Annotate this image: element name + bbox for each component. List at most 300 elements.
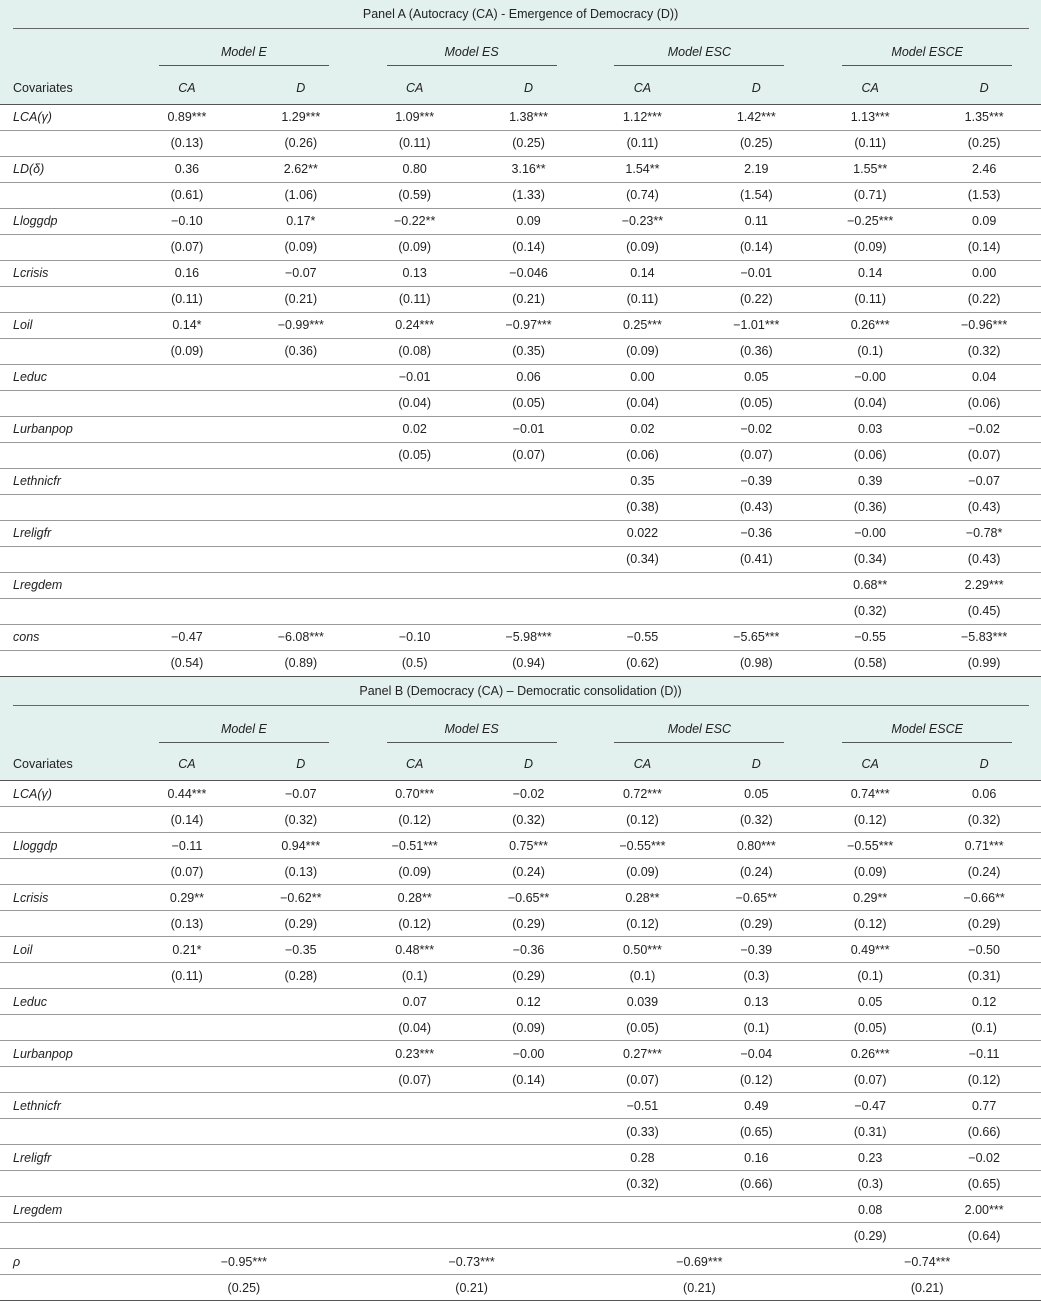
coefficient-cell: 0.25*** [586,312,700,338]
coefficient-cell: 0.12 [472,989,586,1015]
standard-error-cell: (0.11) [358,130,472,156]
standard-error-cell: (0.62) [586,650,700,676]
coefficient-cell [244,989,358,1015]
standard-error-cell [244,390,358,416]
coefficient-cell: 0.28** [586,885,700,911]
coefficient-cell: 0.29** [813,885,927,911]
standard-error-cell: (0.14) [130,807,244,833]
standard-error-cell: (0.14) [927,234,1041,260]
standard-error-cell: (0.28) [244,963,358,989]
standard-error-cell: (1.33) [472,182,586,208]
standard-error-cell: (0.29) [927,911,1041,937]
coefficient-cell: 0.80*** [699,833,813,859]
covariate-name: Leduc [0,989,130,1015]
coefficient-cell: −0.10 [130,208,244,234]
coefficient-cell: 0.28** [358,885,472,911]
standard-error-cell: (0.32) [472,807,586,833]
coefficient-cell: 0.50*** [586,937,700,963]
coefficient-cell [130,1093,244,1119]
coefficient-cell [244,1093,358,1119]
standard-error-cell: (0.05) [699,390,813,416]
coefficient-cell: −0.50 [927,937,1041,963]
standard-error-cell: (0.09) [813,859,927,885]
model-header: Model ES [387,45,557,66]
coefficient-cell: 0.13 [358,260,472,286]
standard-error-cell: (0.14) [472,234,586,260]
model-header: Model ESCE [842,722,1012,743]
coefficient-cell: −0.25*** [813,208,927,234]
coef-row [0,885,1041,911]
coefficient-cell: 1.54** [586,156,700,182]
standard-error-cell: (0.09) [586,234,700,260]
column-header: CA [813,749,927,781]
standard-error-cell: (0.05) [358,442,472,468]
standard-error-cell: (0.29) [699,911,813,937]
standard-error-cell: (0.09) [130,338,244,364]
coefficient-cell: −0.66** [927,885,1041,911]
coefficient-cell [130,1145,244,1171]
coefficient-cell: −0.55*** [586,833,700,859]
standard-error-cell: (0.26) [244,130,358,156]
coefficient-cell: −0.97*** [472,312,586,338]
coefficient-cell: −0.78* [927,520,1041,546]
coefficient-cell: −1.01*** [699,312,813,338]
se-row [0,390,1041,416]
coefficient-cell: 0.00 [927,260,1041,286]
coef-row [0,624,1041,650]
standard-error-cell [586,598,700,624]
standard-error-cell: (0.11) [130,963,244,989]
coefficient-cell: 1.42*** [699,104,813,130]
standard-error-cell: (0.05) [586,1015,700,1041]
covariate-name: Lreligfr [0,520,130,546]
coefficient-cell: 0.08 [813,1197,927,1223]
coefficient-cell [358,520,472,546]
coefficient-cell: 0.23*** [358,1041,472,1067]
standard-error-cell [472,546,586,572]
model-header: Model E [159,45,329,66]
rho-standard-error: (0.21) [813,1275,1041,1301]
standard-error-cell: (0.32) [244,807,358,833]
se-row [0,650,1041,676]
standard-error-cell: (0.07) [472,442,586,468]
coefficient-cell [130,468,244,494]
se-row [0,807,1041,833]
coefficient-cell: 1.55** [813,156,927,182]
standard-error-cell: (0.38) [586,494,700,520]
rho-name: ρ [0,1249,130,1275]
standard-error-cell: (0.99) [927,650,1041,676]
standard-error-cell: (0.36) [813,494,927,520]
coefficient-cell: 0.94*** [244,833,358,859]
coef-row [0,1041,1041,1067]
coefficient-cell [130,1041,244,1067]
coefficient-cell: −0.55*** [813,833,927,859]
covariate-name: Lloggdp [0,833,130,859]
covariate-name: Loil [0,937,130,963]
standard-error-cell: (0.13) [130,911,244,937]
standard-error-cell: (0.14) [472,1067,586,1093]
standard-error-cell: (0.66) [927,1119,1041,1145]
standard-error-cell: (0.12) [358,911,472,937]
coefficient-cell: 0.72*** [586,781,700,807]
se-row [0,1171,1041,1197]
standard-error-cell [586,1223,700,1249]
coefficient-cell: 0.14 [586,260,700,286]
standard-error-cell: (0.89) [244,650,358,676]
coefficient-cell: 1.38*** [472,104,586,130]
coefficient-cell [472,468,586,494]
coefficient-cell: −0.02 [472,781,586,807]
standard-error-cell: (0.61) [130,182,244,208]
coefficient-cell [358,1197,472,1223]
coefficient-cell: −0.36 [472,937,586,963]
coefficient-cell [699,572,813,598]
coefficient-cell [472,1145,586,1171]
coefficient-cell: −0.96*** [927,312,1041,338]
coefficient-cell: 0.09 [927,208,1041,234]
standard-error-cell: (0.05) [472,390,586,416]
standard-error-cell: (0.24) [472,859,586,885]
coefficient-cell: 0.07 [358,989,472,1015]
standard-error-cell: (0.54) [130,650,244,676]
standard-error-cell: (0.07) [699,442,813,468]
covariate-name: LCA(γ) [0,781,130,807]
standard-error-cell: (0.12) [813,807,927,833]
coefficient-cell: −0.65** [472,885,586,911]
standard-error-cell [244,1015,358,1041]
standard-error-cell [358,1223,472,1249]
coefficient-cell: 0.04 [927,364,1041,390]
standard-error-cell: (0.34) [813,546,927,572]
standard-error-cell: (0.45) [927,598,1041,624]
coefficient-cell: 0.23 [813,1145,927,1171]
coef-row [0,572,1041,598]
column-header: D [472,72,586,104]
coefficient-cell: −0.11 [927,1041,1041,1067]
coefficient-cell: −0.22** [358,208,472,234]
covariate-name: Lregdem [0,572,130,598]
standard-error-cell [472,598,586,624]
coefficient-cell: 1.29*** [244,104,358,130]
standard-error-cell: (0.94) [472,650,586,676]
coefficient-cell: 2.19 [699,156,813,182]
covariate-name: Lethnicfr [0,468,130,494]
coefficient-cell: −5.98*** [472,624,586,650]
coefficient-cell: −0.046 [472,260,586,286]
coef-row [0,989,1041,1015]
covariates-header: Covariates [0,72,130,104]
coefficient-cell: −0.11 [130,833,244,859]
covariate-name: LCA(γ) [0,104,130,130]
standard-error-cell: (0.22) [699,286,813,312]
standard-error-cell: (0.12) [586,807,700,833]
coefficient-cell: 0.27*** [586,1041,700,1067]
standard-error-cell [699,598,813,624]
column-header: CA [358,72,472,104]
coefficient-cell: 0.77 [927,1093,1041,1119]
column-header: D [927,72,1041,104]
coefficient-cell: −0.65** [699,885,813,911]
standard-error-cell: (1.54) [699,182,813,208]
standard-error-cell [358,494,472,520]
coefficient-cell [472,520,586,546]
coefficient-cell: −0.07 [927,468,1041,494]
column-header: D [244,72,358,104]
covariate-name: Lloggdp [0,208,130,234]
coefficient-cell: 0.14* [130,312,244,338]
standard-error-cell: (0.06) [927,390,1041,416]
standard-error-cell: (0.36) [699,338,813,364]
standard-error-cell: (1.53) [927,182,1041,208]
standard-error-cell: (0.32) [927,807,1041,833]
standard-error-cell [472,494,586,520]
coefficient-cell: 0.022 [586,520,700,546]
rho-standard-error: (0.21) [586,1275,814,1301]
standard-error-cell: (0.07) [813,1067,927,1093]
coefficient-cell: −5.83*** [927,624,1041,650]
se-row [0,598,1041,624]
coefficient-cell: −0.39 [699,468,813,494]
coefficient-cell: 0.05 [813,989,927,1015]
standard-error-cell [130,1171,244,1197]
standard-error-cell: (0.11) [586,286,700,312]
coefficient-cell: 0.35 [586,468,700,494]
coefficient-cell: 0.03 [813,416,927,442]
standard-error-cell: (0.09) [358,859,472,885]
standard-error-cell: (0.65) [699,1119,813,1145]
standard-error-cell: (0.98) [699,650,813,676]
coef-row [0,416,1041,442]
coefficient-cell [244,416,358,442]
standard-error-cell: (0.11) [130,286,244,312]
coef-row [0,1145,1041,1171]
standard-error-cell [244,598,358,624]
standard-error-cell: (0.06) [813,442,927,468]
standard-error-cell [130,1119,244,1145]
standard-error-cell: (1.06) [244,182,358,208]
coefficient-cell: −0.47 [813,1093,927,1119]
coef-row [0,208,1041,234]
coefficient-cell: 0.24*** [358,312,472,338]
coefficient-cell: 2.00*** [927,1197,1041,1223]
standard-error-cell [244,494,358,520]
standard-error-cell: (0.09) [358,234,472,260]
coef-row [0,520,1041,546]
coefficient-cell: 0.05 [699,781,813,807]
standard-error-cell: (0.07) [927,442,1041,468]
model-header: Model ESCE [842,45,1012,66]
model-header: Model ESC [614,45,784,66]
rho-row [0,1249,1041,1275]
standard-error-cell [699,1223,813,1249]
standard-error-cell: (0.21) [472,286,586,312]
coefficient-cell: −0.39 [699,937,813,963]
covariate-name: cons [0,624,130,650]
coefficient-cell: −5.65*** [699,624,813,650]
coefficient-cell: 0.80 [358,156,472,182]
coef-row [0,312,1041,338]
standard-error-cell: (0.41) [699,546,813,572]
coefficient-cell: 0.26*** [813,312,927,338]
coefficient-cell [244,364,358,390]
standard-error-cell: (0.43) [699,494,813,520]
standard-error-cell: (0.1) [813,963,927,989]
standard-error-cell [244,1067,358,1093]
coefficient-cell: 0.11 [699,208,813,234]
standard-error-cell: (0.3) [699,963,813,989]
standard-error-cell: (0.11) [358,286,472,312]
coefficient-cell [130,364,244,390]
standard-error-cell: (0.09) [244,234,358,260]
coefficient-cell: −0.10 [358,624,472,650]
standard-error-cell: (0.35) [472,338,586,364]
standard-error-cell: (0.59) [358,182,472,208]
standard-error-cell: (0.43) [927,546,1041,572]
standard-error-cell: (0.29) [813,1223,927,1249]
se-row [0,130,1041,156]
standard-error-cell: (0.08) [358,338,472,364]
model-header: Model ESC [614,722,784,743]
coefficient-cell: −0.01 [358,364,472,390]
se-row [0,338,1041,364]
coefficient-cell: 1.35*** [927,104,1041,130]
standard-error-cell: (0.1) [813,338,927,364]
coefficient-cell [358,572,472,598]
column-header: D [472,749,586,781]
coefficient-cell [586,1197,700,1223]
standard-error-cell: (0.1) [699,1015,813,1041]
model-header: Model E [159,722,329,743]
standard-error-cell: (0.32) [927,338,1041,364]
se-row [0,1119,1041,1145]
standard-error-cell: (0.1) [586,963,700,989]
standard-error-cell: (0.24) [699,859,813,885]
standard-error-cell: (0.12) [358,807,472,833]
coef-row [0,156,1041,182]
coef-row [0,1093,1041,1119]
standard-error-cell [130,546,244,572]
column-header: CA [813,72,927,104]
coefficient-cell: −0.35 [244,937,358,963]
column-header: CA [358,749,472,781]
coefficient-cell: 2.62** [244,156,358,182]
standard-error-cell [244,442,358,468]
se-row [0,286,1041,312]
coefficient-cell: −0.00 [813,520,927,546]
standard-error-cell: (0.71) [813,182,927,208]
standard-error-cell: (0.36) [244,338,358,364]
column-header: D [244,749,358,781]
coefficient-cell: 3.16** [472,156,586,182]
standard-error-cell: (0.34) [586,546,700,572]
coefficient-cell: 0.16 [699,1145,813,1171]
coefficient-cell [244,468,358,494]
coef-row [0,468,1041,494]
coefficient-cell: −0.07 [244,260,358,286]
coefficient-cell [244,572,358,598]
coefficient-cell: 0.48*** [358,937,472,963]
standard-error-cell: (0.25) [699,130,813,156]
standard-error-cell: (0.32) [699,807,813,833]
standard-error-cell: (0.29) [472,911,586,937]
column-header: D [927,749,1041,781]
covariate-name: Lreligfr [0,1145,130,1171]
rho-coefficient: −0.74*** [813,1249,1041,1275]
coefficient-cell [244,520,358,546]
coefficient-cell: 0.00 [586,364,700,390]
coefficient-cell: 0.13 [699,989,813,1015]
coefficient-cell: 0.12 [927,989,1041,1015]
coefficient-cell: −0.02 [699,416,813,442]
covariate-name: Lcrisis [0,885,130,911]
coefficient-cell: −0.07 [244,781,358,807]
standard-error-cell [130,494,244,520]
standard-error-cell: (0.12) [699,1067,813,1093]
standard-error-cell: (0.07) [358,1067,472,1093]
standard-error-cell: (0.12) [586,911,700,937]
coefficient-cell: −0.23** [586,208,700,234]
standard-error-cell: (0.09) [586,338,700,364]
column-header: CA [586,749,700,781]
covariate-name: Lurbanpop [0,1041,130,1067]
model-header: Model ES [387,722,557,743]
standard-error-cell: (0.25) [927,130,1041,156]
coefficient-cell: −0.36 [699,520,813,546]
coefficient-cell: 0.16 [130,260,244,286]
standard-error-cell: (0.04) [358,390,472,416]
standard-error-cell: (0.07) [130,859,244,885]
coef-row [0,260,1041,286]
coefficient-cell [130,520,244,546]
standard-error-cell [130,1067,244,1093]
standard-error-cell: (0.74) [586,182,700,208]
coefficient-cell: 0.74*** [813,781,927,807]
standard-error-cell: (0.58) [813,650,927,676]
covariate-name: Leduc [0,364,130,390]
coefficient-cell: 0.039 [586,989,700,1015]
standard-error-cell: (0.04) [358,1015,472,1041]
coefficient-cell: 0.75*** [472,833,586,859]
coefficient-cell: 0.02 [586,416,700,442]
coefficient-cell: 0.89*** [130,104,244,130]
standard-error-cell: (0.32) [813,598,927,624]
coefficient-cell: 0.49 [699,1093,813,1119]
covariate-name: Lcrisis [0,260,130,286]
covariate-name: Lethnicfr [0,1093,130,1119]
standard-error-cell: (0.32) [586,1171,700,1197]
standard-error-cell [472,1223,586,1249]
standard-error-cell: (0.5) [358,650,472,676]
standard-error-cell: (0.07) [586,1067,700,1093]
coefficient-cell [358,1093,472,1119]
coefficient-cell: 0.09 [472,208,586,234]
standard-error-cell [130,598,244,624]
standard-error-cell [244,1119,358,1145]
coefficient-cell: −0.01 [472,416,586,442]
covariate-name: Loil [0,312,130,338]
rho-coefficient: −0.73*** [358,1249,586,1275]
standard-error-cell: (0.43) [927,494,1041,520]
standard-error-cell: (0.13) [244,859,358,885]
coefficient-cell: −0.00 [472,1041,586,1067]
standard-error-cell [130,1015,244,1041]
se-row [0,182,1041,208]
standard-error-cell: (0.25) [472,130,586,156]
standard-error-cell [358,1171,472,1197]
coef-row [0,1197,1041,1223]
standard-error-cell: (0.31) [813,1119,927,1145]
